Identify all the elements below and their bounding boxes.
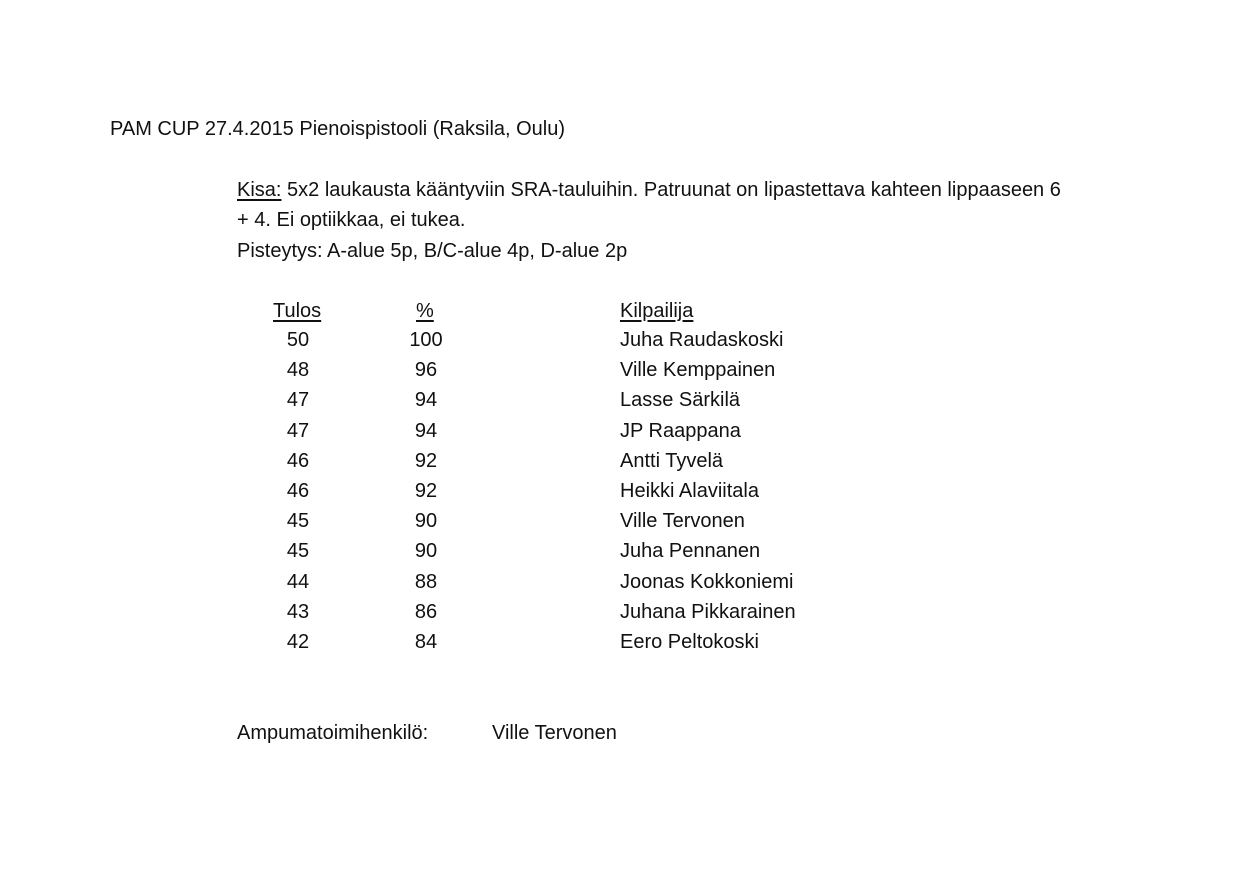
percent-cell: 92 (414, 479, 438, 502)
score-cell: 48 (286, 359, 310, 382)
percent-cell: 86 (414, 600, 438, 623)
table-row (0, 630, 1240, 660)
score-cell: 44 (286, 570, 310, 593)
official-label: Ampumatoimihenkilö: (237, 722, 429, 744)
table-row (0, 539, 1240, 569)
competitor-name-cell: Ville Kemppainen (620, 359, 776, 382)
competitor-name-cell: Juha Pennanen (620, 540, 761, 563)
percent-cell: 88 (414, 570, 438, 593)
table-row (0, 570, 1240, 600)
column-header-percent: % (416, 300, 434, 322)
competition-text: 5x2 laukausta kääntyviin SRA-tauluihin. Patruunat on lipastettava kahteen lippaaseen 6 (281, 179, 1061, 201)
table-row (0, 509, 1240, 539)
table-row (0, 600, 1240, 630)
scoring-rules: Pisteytys: A-alue 5p, B/C-alue 4p, D-alue 2p (237, 240, 628, 262)
competitor-name-cell: Lasse Särkilä (620, 389, 741, 412)
score-cell: 47 (286, 419, 310, 442)
percent-cell: 90 (414, 540, 438, 563)
competitor-name-cell: Eero Peltokoski (620, 630, 759, 653)
table-row (0, 419, 1240, 449)
competitor-name-cell: Joonas Kokkoniemi (620, 570, 794, 593)
score-cell: 46 (286, 449, 310, 472)
percent-cell: 90 (414, 510, 438, 533)
table-row (0, 449, 1240, 479)
percent-cell: 94 (414, 419, 438, 442)
results-table (0, 328, 1240, 660)
score-cell: 42 (286, 630, 310, 653)
score-cell: 45 (286, 510, 310, 533)
table-row (0, 358, 1240, 388)
competitor-name-cell: Juhana Pikkarainen (620, 600, 796, 623)
percent-cell: 92 (414, 449, 438, 472)
percent-cell: 100 (409, 329, 443, 351)
table-row (0, 328, 1240, 358)
percent-cell: 94 (414, 389, 438, 412)
competitor-name-cell: Antti Tyvelä (620, 449, 724, 472)
competitor-name-cell: Juha Raudaskoski (620, 329, 784, 351)
column-header-competitor: Kilpailija (620, 300, 694, 322)
table-row (0, 388, 1240, 418)
percent-cell: 84 (414, 630, 438, 653)
competition-description-line2: + 4. Ei optiikkaa, ei tukea. (237, 209, 466, 231)
column-header-score: Tulos (273, 300, 322, 322)
score-cell: 46 (286, 479, 310, 502)
score-cell: 43 (286, 600, 310, 623)
competitor-name-cell: Ville Tervonen (620, 510, 745, 533)
percent-cell: 96 (414, 359, 438, 382)
table-row (0, 479, 1240, 509)
competition-description-line1 (237, 178, 1061, 202)
official-name: Ville Tervonen (492, 722, 617, 744)
competition-label: Kisa: (237, 179, 282, 201)
document-title: PAM CUP 27.4.2015 Pienoispistooli (Raksila, Oulu) (110, 118, 566, 140)
competitor-name-cell: Heikki Alaviitala (620, 479, 759, 502)
score-cell: 45 (286, 540, 310, 563)
score-cell: 47 (286, 389, 310, 412)
competitor-name-cell: JP Raappana (620, 419, 741, 442)
score-cell: 50 (286, 329, 310, 351)
